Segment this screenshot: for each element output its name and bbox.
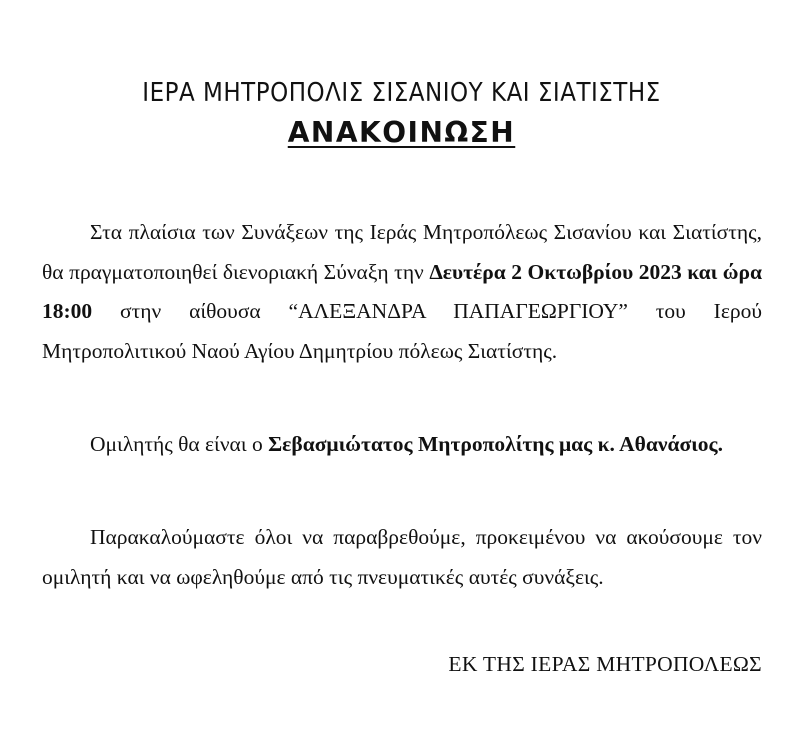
paragraph-event-details (42, 213, 762, 371)
paragraph-invitation (42, 518, 762, 597)
speaker-intro-text: Ομιλητής θα είναι ο (90, 432, 269, 456)
event-date-time: Δευτέρα 2 Οκτωβρίου 2023 και ώρα 18:00 (42, 259, 763, 323)
event-intro-text: Στα πλαίσια των Συνάξεων της Ιεράς Μητροπόλεως Σισανίου και Σιατίστης, θα πραγματοποιηθεί διενοριακή Σύναξη την (42, 220, 762, 284)
speaker-name: Σεβασμιώτατος Μητροπολίτης μας κ. Αθανάσιος. (268, 432, 724, 456)
signature: ΕΚ ΤΗΣ ΙΕΡΑΣ ΜΗΤΡΟΠΟΛΕΩΣ (448, 652, 762, 676)
announcement-title: ΑΝΑΚΟΙΝΩΣΗ (287, 116, 516, 149)
paragraph-speaker (42, 425, 762, 465)
event-location-text: στην αίθουσα “ΑΛΕΞΑΝΔΡΑ ΠΑΠΑΓΕΩΡΓΙΟΥ” του Ιερού Μητροπολιτικού Ναού Αγίου Δημητρίου πόλεως Σιατίστης. (42, 299, 762, 363)
metropolis-name: ΙΕΡΑ ΜΗΤΡΟΠΟΛΙΣ ΣΙΣΑΝΙΟΥ ΚΑΙ ΣΙΑΤΙΣΤΗΣ (142, 78, 661, 108)
invitation-text: Παρακαλούμαστε όλοι να παραβρεθούμε, προκειμένου να ακούσουμε τον ομιλητή και να ωφεληθούμε από τις πνευματικές αυτές συνάξεις. (42, 525, 762, 589)
